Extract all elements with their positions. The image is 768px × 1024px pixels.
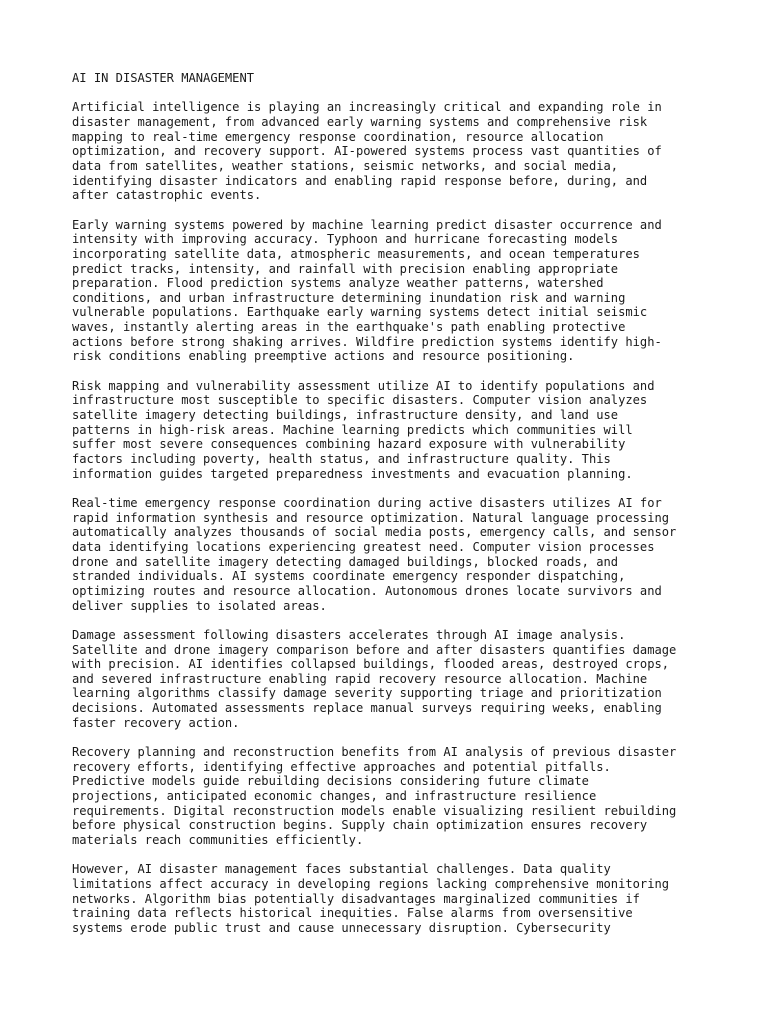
paragraph-recovery-planning: Recovery planning and reconstruction benefits from AI analysis of previous disaster recovery efforts, identifying effective approaches and potential pitfalls. Predictive models guide rebuilding decisions considering future climate projections, anticipated economic changes, and infrastructure resilience requirements. Digital reconstruction models enable visualizing resilient rebuilding before physical construction begins. Supply chain optimization ensures recovery materials reach communities efficiently. [72,745,677,848]
paragraph-early-warning: Early warning systems powered by machine learning predict disaster occurrence and intensity with improving accuracy. Typhoon and hurricane forecasting models incorporating satellite data, atmospheric measurements, and ocean temperatures predict tracks, intensity, and rainfall with precision enabling appropriate preparation. Flood prediction systems analyze weather patterns, watershed conditions, and urban infrastructure determining inundation risk and warning vulnerable populations. Earthquake early warning systems detect initial seismic waves, instantly alerting areas in the earthquake's path enabling protective actions before strong shaking arrives. Wildfire prediction systems identify high- risk conditions enabling preemptive actions and resource positioning. [72,217,662,364]
paragraph-emergency-response: Real-time emergency response coordination during active disasters utilizes AI for rapid information synthesis and resource optimization. Natural language processing automatically analyzes thousands of social media posts, emergency calls, and sensor data identifying locations experiencing greatest need. Computer vision processes drone and satellite imagery detecting damaged buildings, blocked roads, and stranded individuals. AI systems coordinate emergency responder dispatching, optimizing routes and resource allocation. Autonomous drones locate survivors and deliver supplies to isolated areas. [72,495,677,613]
paragraph-damage-assessment: Damage assessment following disasters accelerates through AI image analysis. Satellite and drone imagery comparison before and after disasters quantifies damage with precision. AI identifies collapsed buildings, flooded areas, destroyed crops, and severed infrastructure enabling rapid recovery resource allocation. Machine learning algorithms classify damage severity supporting triage and prioritization decisions. Automated assessments replace manual surveys requiring weeks, enabling faster recovery action. [72,627,677,730]
paragraph-intro: Artificial intelligence is playing an increasingly critical and expanding role in disaster management, from advanced early warning systems and comprehensive risk mapping to real-time emergency response coordination, resource allocation optimization, and recovery support. AI-powered systems process vast quantities of data from satellites, weather stations, seismic networks, and social media, identifying disaster indicators and enabling rapid response before, during, and after catastrophic events. [72,100,662,203]
paragraph-challenges: However, AI disaster management faces substantial challenges. Data quality limitations affect accuracy in developing regions lacking comprehensive monitoring networks. Algorithm bias potentially disadvantages marginalized communities if training data reflects historical inequities. False alarms from oversensitive systems erode public trust and cause unnecessary disruption. Cybersecurity [72,862,670,935]
paragraph-risk-mapping: Risk mapping and vulnerability assessment utilize AI to identify populations and infrastructure most susceptible to specific disasters. Computer vision analyzes satellite imagery detecting buildings, infrastructure density, and land use patterns in high-risk areas. Machine learning predicts which communities will suffer most severe consequences combining hazard exposure with vulnerability factors including poverty, health status, and infrastructure quality. This information guides targeted preparedness investments and evacuation planning. [72,378,655,481]
document-title: AI IN DISASTER MANAGEMENT [72,71,255,85]
